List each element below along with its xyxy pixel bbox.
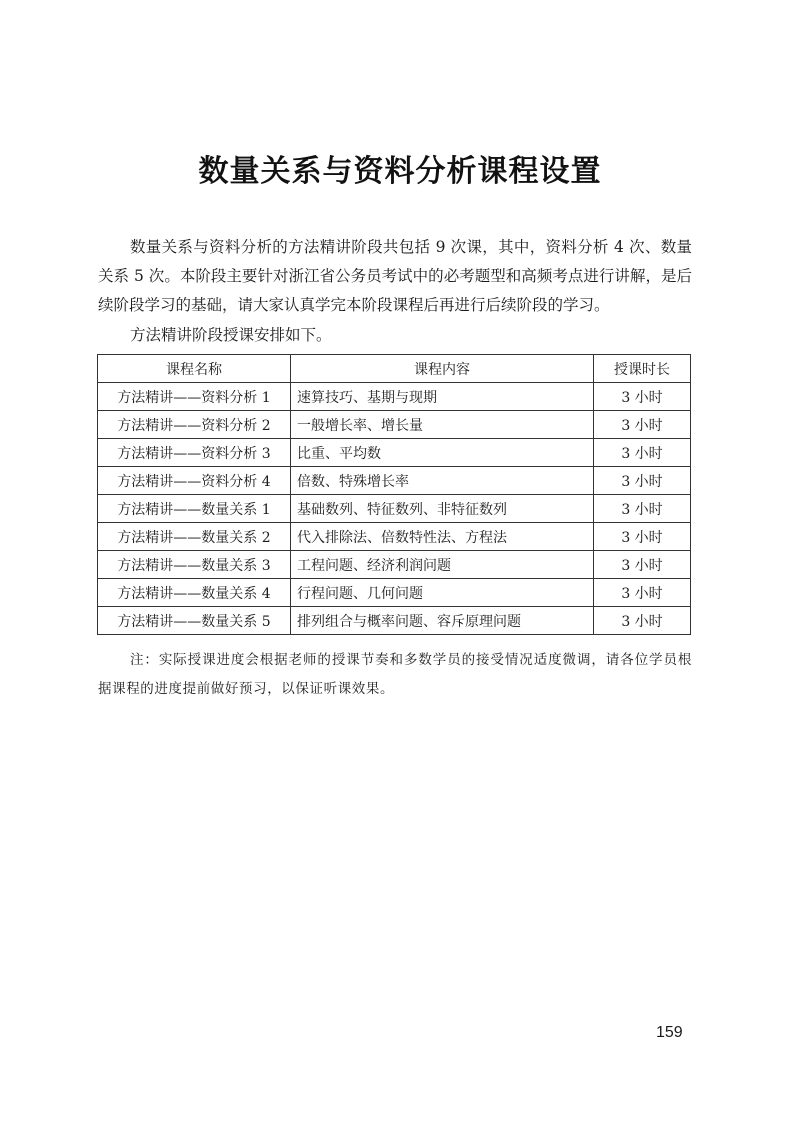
course-name-cell: 方法精讲——数量关系 3 — [98, 551, 291, 579]
duration-cell: 3 小时 — [594, 495, 691, 523]
duration-cell: 3 小时 — [594, 551, 691, 579]
table-row — [98, 383, 691, 411]
course-name-cell: 方法精讲——资料分析 2 — [98, 411, 291, 439]
footnote: 注：实际授课进度会根据老师的授课节奏和多数学员的接受情况适度微调，请各位学员根据课程的进度提前做好预习，以保证听课效果。 — [98, 652, 692, 697]
table-row — [98, 523, 691, 551]
table-body — [98, 383, 691, 635]
course-name-cell: 方法精讲——资料分析 1 — [98, 383, 291, 411]
course-content-cell: 比重、平均数 — [291, 439, 594, 467]
table-row — [98, 551, 691, 579]
duration-cell: 3 小时 — [594, 439, 691, 467]
course-name-cell: 方法精讲——数量关系 1 — [98, 495, 291, 523]
header-course-name: 课程名称 — [98, 355, 291, 383]
intro-paragraph: 数量关系与资料分析的方法精讲阶段共包括 9 次课，其中，资料分析 4 次、数量关系 5 次。本阶段主要针对浙江省公务员考试中的必考题型和高频考点进行讲解，是后续阶段学习的基础，请大家认真学完本阶段课程后再进行后续阶段的学习。 — [98, 238, 692, 314]
duration-cell: 3 小时 — [594, 383, 691, 411]
course-content-cell: 工程问题、经济利润问题 — [291, 551, 594, 579]
duration-cell: 3 小时 — [594, 467, 691, 495]
course-content-cell: 排列组合与概率问题、容斥原理问题 — [291, 607, 594, 635]
duration-cell: 3 小时 — [594, 523, 691, 551]
course-content-cell: 行程问题、几何问题 — [291, 579, 594, 607]
table-row — [98, 467, 691, 495]
course-content-cell: 基础数列、特征数列、非特征数列 — [291, 495, 594, 523]
table-row — [98, 607, 691, 635]
page-number: 159 — [656, 1024, 683, 1041]
table-row — [98, 495, 691, 523]
course-name-cell: 方法精讲——资料分析 3 — [98, 439, 291, 467]
course-content-cell: 一般增长率、增长量 — [291, 411, 594, 439]
course-schedule-table — [97, 354, 691, 635]
course-name-cell: 方法精讲——数量关系 2 — [98, 523, 291, 551]
duration-cell: 3 小时 — [594, 579, 691, 607]
header-course-content: 课程内容 — [291, 355, 594, 383]
schedule-intro-line: 方法精讲阶段授课安排如下。 — [130, 326, 332, 344]
course-name-cell: 方法精讲——资料分析 4 — [98, 467, 291, 495]
duration-cell: 3 小时 — [594, 607, 691, 635]
course-content-cell: 倍数、特殊增长率 — [291, 467, 594, 495]
course-name-cell: 方法精讲——数量关系 5 — [98, 607, 291, 635]
course-content-cell: 代入排除法、倍数特性法、方程法 — [291, 523, 594, 551]
table-row — [98, 439, 691, 467]
course-name-cell: 方法精讲——数量关系 4 — [98, 579, 291, 607]
page-title: 数量关系与资料分析课程设置 — [198, 154, 602, 189]
table-header-row — [98, 355, 691, 383]
table-row — [98, 411, 691, 439]
duration-cell: 3 小时 — [594, 411, 691, 439]
header-duration: 授课时长 — [594, 355, 691, 383]
course-content-cell: 速算技巧、基期与现期 — [291, 383, 594, 411]
table-row — [98, 579, 691, 607]
